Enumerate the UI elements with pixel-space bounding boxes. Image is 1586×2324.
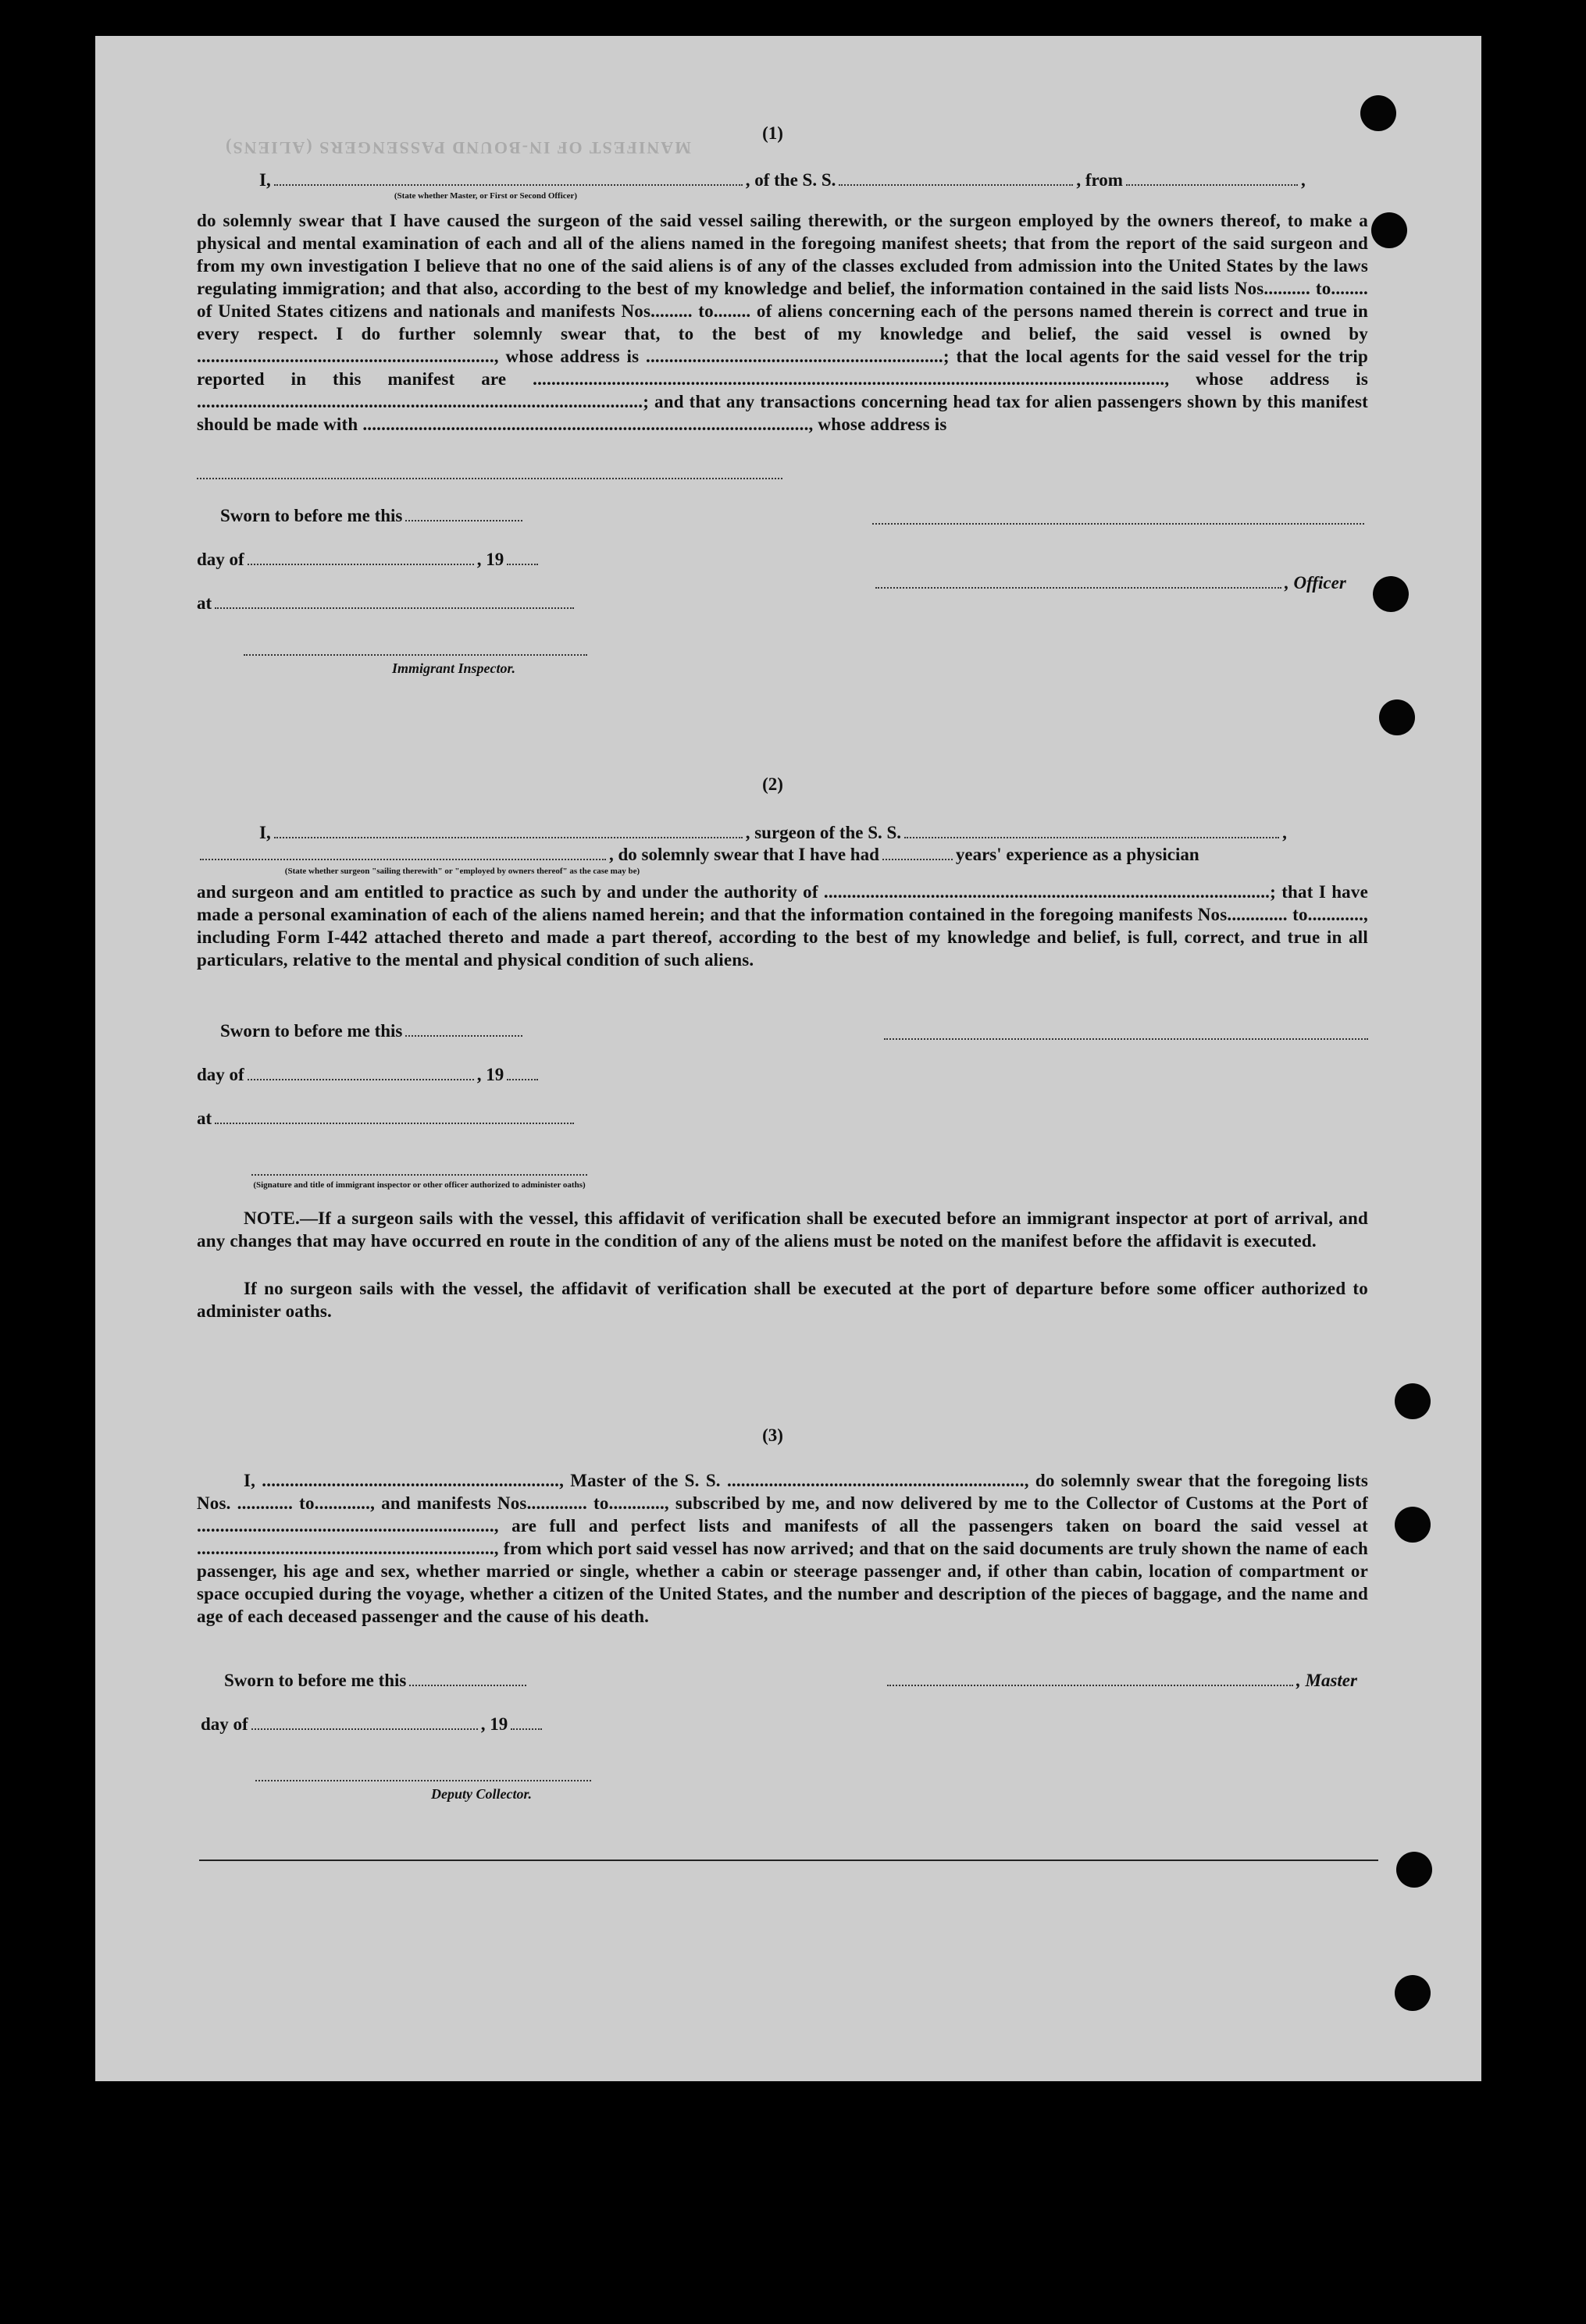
section-2-sworn-label: Sworn to before me this xyxy=(220,1021,403,1041)
surgeon-name-field[interactable] xyxy=(274,824,743,838)
section-1-line-prefix: I, xyxy=(259,170,271,190)
surgeon-status-field[interactable] xyxy=(200,846,606,860)
section-2-note-2 xyxy=(197,1277,1368,1322)
section-2-status-note: (State whether surgeon "sailing therewith" or "employed by owners thereof" as the case may be) xyxy=(284,867,640,876)
section-2-note xyxy=(197,1207,1368,1252)
form-page xyxy=(95,36,1481,2081)
day-of-field-3[interactable] xyxy=(251,1716,478,1730)
section-1-at xyxy=(197,593,577,614)
section-2-day-of-label: day of xyxy=(197,1065,244,1084)
day-of-field-2[interactable] xyxy=(248,1066,474,1080)
bottom-rule xyxy=(199,1860,1378,1861)
sworn-date-field-3[interactable] xyxy=(409,1672,526,1686)
sworn-date-field-2[interactable] xyxy=(405,1023,522,1037)
section-1-day-of-label: day of xyxy=(197,550,244,569)
officer-signature-top-line[interactable] xyxy=(872,521,1364,525)
section-2-year-label: , 19 xyxy=(476,1065,504,1084)
deputy-collector-signature-line[interactable] xyxy=(255,1778,591,1781)
section-3-year-label: , 19 xyxy=(480,1714,508,1734)
ship-name-field[interactable] xyxy=(839,172,1073,186)
officer-signature-field[interactable] xyxy=(875,575,1281,589)
punch-hole-icon xyxy=(1396,1852,1432,1888)
note-text-2: If no surgeon sails with the vessel, the affidavit of verification shall be executed at the port of departure before some officer authorized to administer oaths. xyxy=(197,1279,1368,1321)
punch-hole-icon xyxy=(1395,1383,1431,1419)
section-3-body-text: I, ................................................................, Master of the S. S. ................................................................, do solemnly swear that the foregoing lists Nos. ............ to............, and manifests Nos............. to............, subscribed by me, and now delivered by me to the Collector of Customs at the Port of ................................................................, are full and perfect lists and manifests of all the passengers taken on board the said vessel at ................................................................, from which port said vessel has now arrived; and that on the said documents are truly shown the name of each passenger, his age and sex, whether married or single, whether a cabin or steerage passenger and, if other than cabin, location of compartment or space occupied during the voyage, whether a citizen of the United States, and the number and description of the pieces of baggage, and the name and age of each deceased passenger and the cause of his death. xyxy=(197,1471,1368,1626)
deputy-collector-caption: Deputy Collector. xyxy=(431,1786,532,1802)
year-field-3[interactable] xyxy=(511,1716,542,1730)
punch-hole-icon xyxy=(1395,1975,1431,2011)
section-1-officer-line xyxy=(872,573,1346,593)
section-2-body: and surgeon and am entitled to practice as such by and under the authority of ................................................................................................; that I have made a personal examination of each of the aliens named herein; and that the information contained in the foregoing manifests Nos............. to............, including Form I-442 attached thereto and made a part thereof, according to the best of my knowledge and belief, is full, correct, and true in all particulars, relative to the mental and physical condition of such aliens. xyxy=(197,882,1368,970)
punch-hole-icon xyxy=(1395,1507,1431,1543)
officer-label: , Officer xyxy=(1285,573,1346,593)
section-1-at-label: at xyxy=(197,593,212,613)
departure-port-field[interactable] xyxy=(1126,172,1298,186)
section-2-day-of xyxy=(197,1065,541,1085)
section-1-body: do solemnly swear that I have caused the surgeon of the said vessel sailing therewith, or the surgeon employed by the owners thereof, to make a physical and mental examination of each and all of the aliens named in the foregoing manifest sheets; that from the report of the said surgeon and from my own investigation I believe that no one of the said aliens is of any of the classes excluded from admission into the United States by the laws regulating immigration; and that also, according to the best of my knowledge and belief, the information contained in the said lists Nos.......... to........ of United States citizens and nationals and manifests Nos......... to........ of aliens concerning each of the persons named therein is correct and true in every respect. I do further solemnly swear that, to the best of my knowledge and belief, the said vessel is owned by ................................................................, whose address is ................................................................; that the local agents for the said vessel for the trip reported in this manifest are ........................................................................................................................................, whose address is ................................................................................................; and that any transactions concerning head tax for alien passengers shown by this manifest should be made with ................................................................................................, whose address is xyxy=(197,211,1368,434)
authorized-officer-caption: (Signature and title of immigrant inspector or other officer authorized to administer oaths) xyxy=(253,1180,586,1190)
section-3-number: (3) xyxy=(762,1425,783,1445)
year-field-1[interactable] xyxy=(507,551,538,565)
section-3-day-of xyxy=(201,1714,545,1735)
note-text: —If a surgeon sails with the vessel, this affidavit of verification shall be executed before an immigrant inspector at port of arrival, and any changes that may have occurred en route in the condition of any of the aliens must be noted on the manifest before the affidavit is executed. xyxy=(197,1208,1368,1251)
punch-hole-icon xyxy=(1373,576,1409,612)
authorized-officer-signature-line[interactable] xyxy=(251,1173,587,1176)
punch-hole-icon xyxy=(1379,699,1415,735)
section-2-sworn xyxy=(220,1021,526,1041)
section-1-ss-label: , of the S. S. xyxy=(745,170,836,190)
immigrant-inspector-caption: Immigrant Inspector. xyxy=(392,660,516,676)
section-3-day-of-label: day of xyxy=(201,1714,248,1734)
section-1-body-end-line[interactable] xyxy=(197,476,782,479)
section-2-number: (2) xyxy=(762,774,783,794)
day-of-field-1[interactable] xyxy=(248,551,474,565)
sworn-date-field-1[interactable] xyxy=(405,507,522,521)
section-2-second-line xyxy=(197,845,1199,865)
surgeon-ship-field[interactable] xyxy=(904,824,1279,838)
section-2-ss-label: , surgeon of the S. S. xyxy=(745,823,902,842)
section-2-at xyxy=(197,1109,577,1129)
surgeon-signature-line[interactable] xyxy=(884,1037,1368,1040)
section-2-at-label: at xyxy=(197,1109,212,1128)
section-2-experience-label: years' experience as a physician xyxy=(955,845,1199,864)
at-field-2[interactable] xyxy=(215,1110,574,1124)
section-1-day-of xyxy=(197,550,541,570)
section-3-sworn-label: Sworn to before me this xyxy=(224,1671,407,1690)
section-1-number: (1) xyxy=(762,123,783,143)
at-field-1[interactable] xyxy=(215,595,574,609)
section-3-master-line xyxy=(884,1671,1357,1691)
year-field-2[interactable] xyxy=(507,1066,538,1080)
years-experience-field[interactable] xyxy=(882,846,953,860)
punch-hole-icon xyxy=(1371,212,1407,248)
section-1-first-line: I, , of the S. S. , from , xyxy=(259,170,1306,190)
section-2-swear-label: , do solemnly swear that I have had xyxy=(609,845,879,864)
section-2-prefix: I, xyxy=(259,823,271,842)
section-3-body xyxy=(197,1469,1368,1628)
master-label: , Master xyxy=(1296,1671,1357,1690)
section-1-year-label: , 19 xyxy=(476,550,504,569)
section-1-role-note: (State whether Master, or First or Second Officer) xyxy=(394,191,578,201)
section-1-from-label: , from xyxy=(1076,170,1123,190)
section-1-sworn xyxy=(220,506,526,526)
master-name-field[interactable] xyxy=(274,172,743,186)
master-signature-field[interactable] xyxy=(887,1672,1293,1686)
note-label: NOTE. xyxy=(244,1208,300,1228)
section-1-sworn-label: Sworn to before me this xyxy=(220,506,403,525)
inspector-signature-line[interactable] xyxy=(244,653,587,656)
section-3-sworn xyxy=(224,1671,529,1691)
faint-header-bleedthrough: MANIFEST OF IN-BOUND PASSENGERS (ALIENS) xyxy=(224,138,691,158)
section-2-first-line: I, , surgeon of the S. S. , xyxy=(259,823,1287,842)
